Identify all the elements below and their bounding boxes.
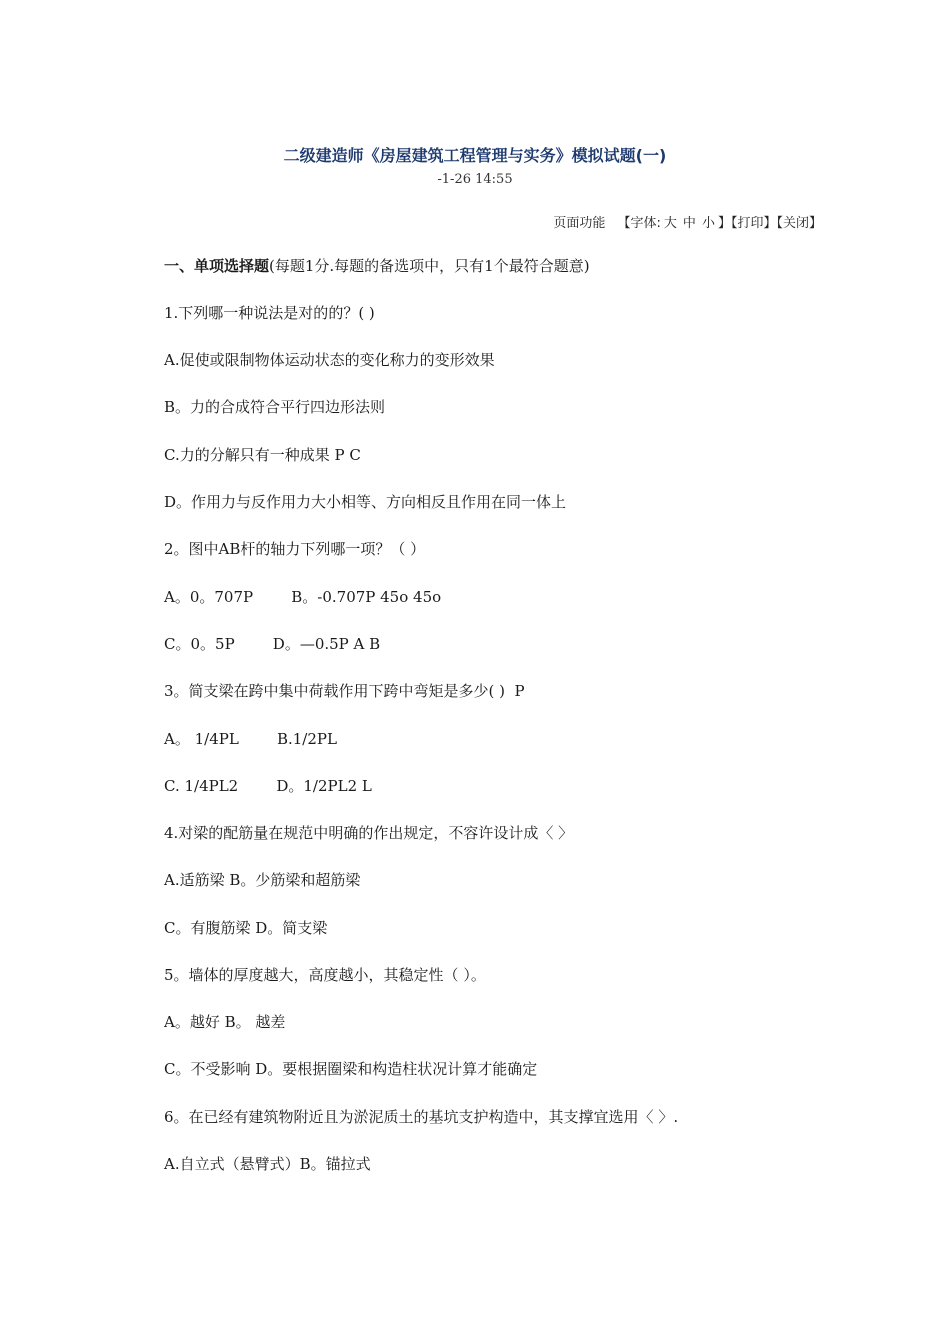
option-line: C。0。5P D。—0.5P A B: [164, 635, 381, 653]
option-line: A.促使或限制物体运动状态的变化称力的变形效果: [164, 351, 495, 369]
close-link[interactable]: 【关闭】: [776, 216, 822, 231]
question-line: 6。在已经有建筑物附近且为淤泥质土的基坑支护构造中，其支撑宜选用〈 〉.: [164, 1108, 679, 1126]
font-size-close-bracket: 】: [717, 216, 731, 231]
option-line: C. 1/4PL2 D。1/2PL2 L: [164, 777, 372, 795]
option-line: C。不受影响 D。要根据圈梁和构造柱状况计算才能确定: [164, 1060, 538, 1078]
publish-date: -1-26 14:55: [437, 172, 513, 187]
option-line: C.力的分解只有一种成果 P C: [164, 446, 361, 464]
question-line: 1.下列哪一种说法是对的的？( ): [164, 304, 375, 322]
section-heading: 一、单项选择题: [164, 257, 270, 275]
option-line: A。0。707P B。-0.707P 45o 45o: [164, 588, 442, 606]
question-line: 2。图中AB杆的轴力下列哪一项？（ ）: [164, 540, 426, 558]
question-line: 4.对梁的配筋量在规范中明确的作出规定，不容许设计成〈 〉: [164, 824, 574, 842]
page-title: 二级建造师《房屋建筑工程管理与实务》模拟试题(一): [283, 146, 667, 165]
page-toolbar: [553, 212, 822, 231]
font-large-link[interactable]: 大: [663, 216, 677, 231]
toolbar-label: 页面功能: [553, 216, 606, 231]
section-heading-line: [164, 256, 590, 276]
font-medium-link[interactable]: 中: [682, 216, 696, 231]
option-line: A。 1/4PL B.1/2PL: [164, 730, 337, 748]
option-line: D。作用力与反作用力大小相等、方向相反且作用在同一体上: [164, 493, 567, 511]
option-line: A.适筋梁 B。少筋梁和超筋梁: [164, 871, 361, 889]
question-line: 5。墙体的厚度越大，高度越小，其稳定性（ ）。: [164, 966, 486, 984]
option-line: A.自立式（悬臂式）B。锚拉式: [164, 1155, 371, 1173]
option-line: A。越好 B。 越差: [164, 1013, 286, 1031]
option-line: C。有腹筋梁 D。简支梁: [164, 919, 328, 937]
section-note: (每题1分.每题的备选项中，只有1个最符合题意): [269, 257, 590, 275]
print-link[interactable]: 【打印】: [730, 216, 777, 231]
option-line: B。力的合成符合平行四边形法则: [164, 398, 386, 416]
question-line: 3。简支梁在跨中集中荷载作用下跨中弯矩是多少( ) P: [164, 682, 525, 700]
font-size-label: 【字体:: [617, 216, 661, 231]
font-small-link[interactable]: 小: [701, 216, 715, 231]
